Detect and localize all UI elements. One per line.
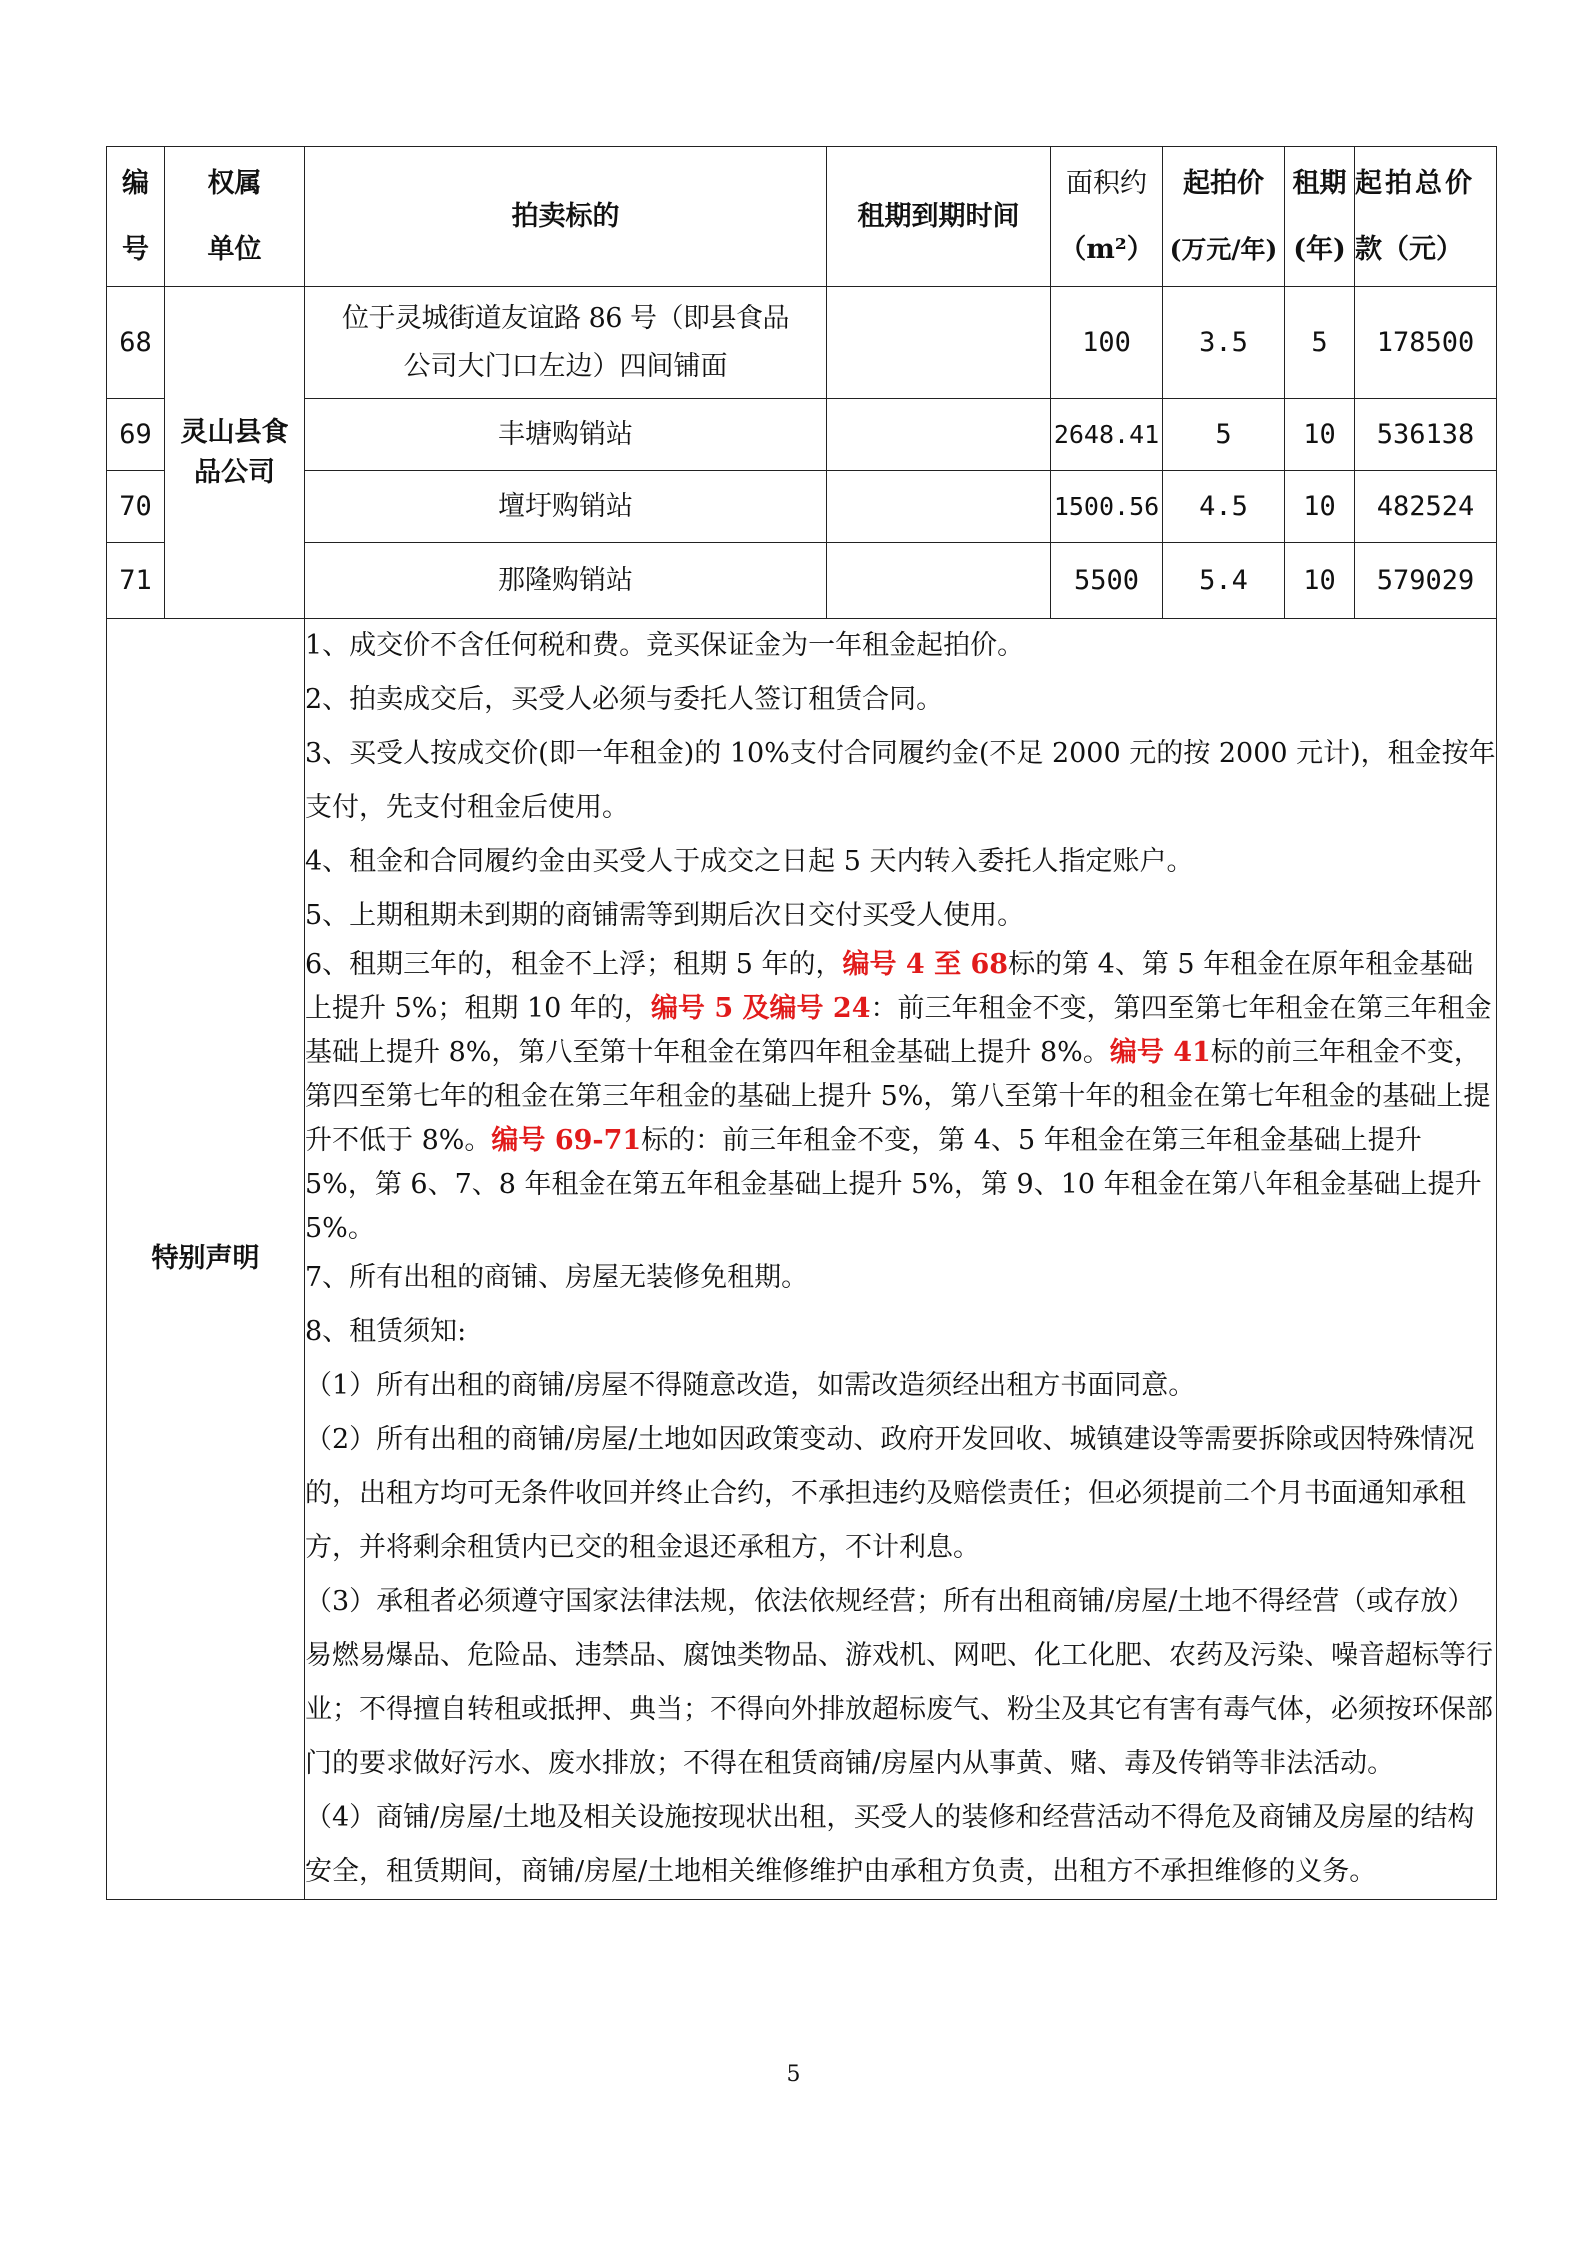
note-6-text-e: 标的：前三年租金不变，第 4、5 年租金在第三年租金基础上提升 5%，第 6、7、8 年租金在第五年租金基础上提升 5%，第 9、10 年租金在第八年租金基础上提升 5%。 [305,1125,1482,1244]
row-target [305,287,827,399]
note-8-sub-2: （2）所有出租的商铺/房屋/土地如因政策变动、政府开发回收、城镇建设等需要拆除或因特殊情况的，出租方均可无条件收回并终止合约，不承担违约及赔偿责任；但必须提前二个月书面通知承租方，并将剩余租赁内已交的租金退还承租方，不计利息。 [305,1424,1475,1563]
header-price-line2: (万元/年) [1169,234,1278,264]
page-number: 5 [786,2062,801,2087]
note-8-sub-3: （3）承租者必须遵守国家法律法规，依法依规经营；所有出租商铺/房屋/土地不得经营（或存放）易燃易爆品、危险品、违禁品、腐蚀类物品、游戏机、网吧、化工化肥、农药及污染、噪音超标等行业；不得擅自转租或抵押、典当；不得向外排放超标废气、粉尘及其它有害有毒气体，必须按环保部门的要求做好污水、废水排放；不得在租赁商铺/房屋内从事黄、赌、毒及传销等非法活动。 [305,1586,1493,1779]
table-row [107,399,1497,471]
note-4: 4、租金和合同履约金由买受人于成交之日起 5 天内转入委托人指定账户。 [305,846,1194,877]
row-total: 482524 [1355,471,1497,543]
row-area: 100 [1051,287,1163,399]
row-no: 70 [107,471,165,543]
row-expiry [827,287,1051,399]
note-5: 5、上期租期未到期的商铺需等到期后次日交付买受人使用。 [305,900,1025,931]
row-term: 10 [1285,543,1355,619]
note-6-highlight-2: 编号 5 及编号 24 [650,993,871,1024]
row-no: 71 [107,543,165,619]
row-target: 丰塘购销站 [305,399,827,471]
row-price: 4.5 [1163,471,1285,543]
note-8-sub-1: （1）所有出租的商铺/房屋不得随意改造，如需改造须经出租方书面同意。 [305,1370,1196,1401]
header-no-line2: 号 [122,233,149,265]
header-total-line2: 款（元） [1355,233,1463,265]
row-area: 5500 [1051,543,1163,619]
row-total: 178500 [1355,287,1497,399]
note-1: 1、成交价不含任何税和费。竞买保证金为一年租金起拍价。 [305,630,1025,661]
header-total-line1: 起拍总价 [1355,167,1475,199]
row-no: 69 [107,399,165,471]
note-6-text-b: 标的第 4、第 5 年租金在原年租金基础上提升 5%；租期 10 年的， [305,949,1474,1024]
row-no: 68 [107,287,165,399]
header-owner-line1: 权属 [207,167,262,199]
table-row [107,543,1497,619]
auction-table [106,146,1497,1900]
row-target-line2: 公司大门口左边）四间铺面 [403,350,728,382]
note-6-highlight-3: 编号 41 [1109,1037,1211,1068]
note-8: 8、租赁须知: [305,1316,467,1347]
header-target: 拍卖标的 [305,147,827,287]
row-expiry [827,471,1051,543]
note-2: 2、拍卖成交后，买受人必须与委托人签订租赁合同。 [305,684,944,715]
declaration-label: 特别声明 [107,619,305,1900]
row-term: 10 [1285,399,1355,471]
row-target: 那隆购销站 [305,543,827,619]
owner-unit [165,287,305,619]
note-6-highlight-4: 编号 69-71 [491,1125,642,1156]
header-no [107,147,165,287]
note-6-text-a: 6、租期三年的，租金不上浮；租期 5 年的， [305,949,843,980]
row-expiry [827,399,1051,471]
note-6 [305,943,1496,1251]
note-7: 7、所有出租的商铺、房屋无装修免租期。 [305,1262,809,1293]
note-3: 3、买受人按成交价(即一年租金)的 10%支付合同履约金(不足 2000 元的按 2000 元计)，租金按年支付，先支付租金后使用。 [305,738,1496,823]
declaration-notes [305,619,1497,1900]
header-price-line1: 起拍价 [1183,167,1264,199]
header-area [1051,147,1163,287]
row-price: 3.5 [1163,287,1285,399]
header-term [1285,147,1355,287]
row-area: 2648.41 [1051,399,1163,471]
row-total: 579029 [1355,543,1497,619]
table-row [107,287,1497,399]
header-start-price [1163,147,1285,287]
header-area-line1: 面积约 [1066,167,1147,199]
header-owner [165,147,305,287]
header-term-line2: (年) [1293,233,1346,265]
header-expiry: 租期到期时间 [827,147,1051,287]
owner-unit-line1: 灵山县食 [180,416,289,448]
row-total: 536138 [1355,399,1497,471]
header-no-line1: 编 [122,167,149,199]
row-price: 5 [1163,399,1285,471]
row-term: 10 [1285,471,1355,543]
row-price: 5.4 [1163,543,1285,619]
note-8-sub-4: （4）商铺/房屋/土地及相关设施按现状出租，买受人的装修和经营活动不得危及商铺及房屋的结构安全，租赁期间，商铺/房屋/土地相关维修维护由承租方负责，出租方不承担维修的义务。 [305,1802,1475,1887]
header-area-line2: （m²） [1059,233,1154,265]
row-target: 壇圩购销站 [305,471,827,543]
declaration-row [107,619,1497,1900]
note-6-highlight-1: 编号 4 至 68 [842,949,1009,980]
owner-unit-line2: 品公司 [194,456,275,488]
header-row [107,147,1497,287]
table-row [107,471,1497,543]
note-6-text-c: ：前三年租金不变，第四至第七年租金在第三年租金基础上提升 8%，第八至第十年租金在第四年租金基础上提升 8%。 [305,993,1492,1068]
row-target-line1: 位于灵城街道友谊路 86 号（即县食品 [341,302,790,334]
header-total [1355,147,1497,287]
header-term-line1: 租期 [1292,167,1347,199]
row-area: 1500.56 [1051,471,1163,543]
note-6-text-d: 标的前三年租金不变，第四至第七年的租金在第三年租金的基础上提升 5%，第八至第十年的租金在第七年租金的基础上提升不低于 8%。 [305,1037,1491,1156]
header-owner-line2: 单位 [207,233,262,265]
row-term: 5 [1285,287,1355,399]
row-expiry [827,543,1051,619]
